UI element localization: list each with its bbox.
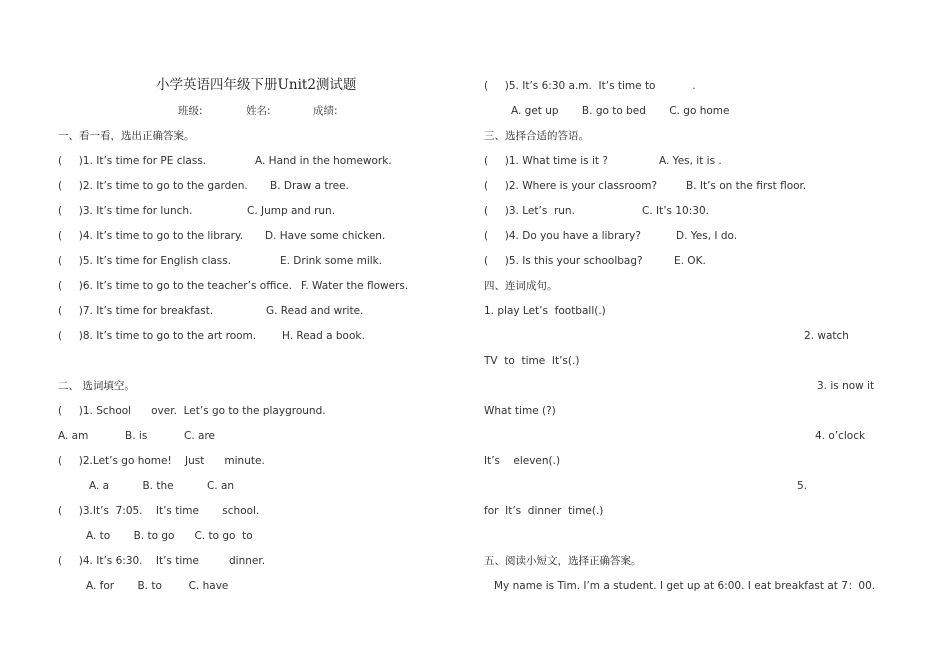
s4-line3: TV to time It’s(.) bbox=[484, 355, 580, 367]
s1-a1: A. Hand in the homework. bbox=[255, 155, 392, 167]
s4-line5: What time (?) bbox=[484, 405, 556, 417]
s1-a5: E. Drink some milk. bbox=[280, 255, 383, 267]
s1-q3: ( )3. It’s time for lunch. bbox=[58, 205, 193, 217]
s1-a4: D. Have some chicken. bbox=[265, 230, 386, 242]
s1-q2: ( )2. It’s time to go to the garden. bbox=[58, 180, 248, 192]
s4-line9: for It’s dinner time(.) bbox=[484, 505, 604, 517]
s2-q3: ( )3.It’s 7:05. It’s time school. bbox=[58, 505, 260, 517]
s1-a7: G. Read and write. bbox=[266, 305, 364, 317]
section2-heading: 二、 选词填空。 bbox=[58, 380, 135, 392]
s3-a4: D. Yes, I do. bbox=[676, 230, 738, 242]
class-label: 班级: bbox=[178, 105, 203, 117]
s3-q2: ( )2. Where is your classroom? bbox=[484, 180, 658, 192]
s4-line6: 4. o’clock bbox=[815, 430, 866, 442]
s5-passage: My name is Tim. I’m a student. I get up at 6:00. I eat breakfast at 7：00. bbox=[494, 580, 876, 592]
section4-heading: 四、连词成句。 bbox=[484, 280, 558, 292]
s3-q3: ( )3. Let’s run. bbox=[484, 205, 575, 217]
s1-q6: ( )6. It’s time to go to the teacher’s office. bbox=[58, 280, 292, 292]
s1-a8: H. Read a book. bbox=[282, 330, 365, 342]
s1-q1: ( )1. It’s time for PE class. bbox=[58, 155, 207, 167]
s1-q4: ( )4. It’s time to go to the library. bbox=[58, 230, 244, 242]
s2-q4: ( )4. It’s 6:30. It’s time dinner. bbox=[58, 555, 266, 567]
s1-a2: B. Draw a tree. bbox=[270, 180, 349, 192]
s4-line7: It’s eleven(.) bbox=[484, 455, 561, 467]
s4-line8: 5. bbox=[797, 480, 808, 492]
s4-line1: 1. play Let’s football(.) bbox=[484, 305, 606, 317]
name-label: 姓名: bbox=[246, 105, 271, 117]
s1-q5: ( )5. It’s time for English class. bbox=[58, 255, 232, 267]
s2-q1: ( )1. School over. Let’s go to the playground. bbox=[58, 405, 326, 417]
s4-line4: 3. is now it bbox=[817, 380, 875, 392]
s2-q2: ( )2.Let’s go home! Just minute. bbox=[58, 455, 265, 467]
s3-q4: ( )4. Do you have a library? bbox=[484, 230, 641, 242]
s3-a1: A. Yes, it is . bbox=[659, 155, 722, 167]
s3-q1: ( )1. What time is it ? bbox=[484, 155, 608, 167]
s1-a3: C. Jump and run. bbox=[247, 205, 336, 217]
s2-q5: ( )5. It’s 6:30 a.m. It’s time to . bbox=[484, 80, 696, 92]
s2-opts5: A. get up B. go to bed C. go home bbox=[511, 105, 730, 117]
s1-q7: ( )7. It’s time for breakfast. bbox=[58, 305, 214, 317]
s3-a5: E. OK. bbox=[674, 255, 706, 267]
score-label: 成绩: bbox=[313, 105, 338, 117]
s2-opts3: A. to B. to go C. to go to bbox=[86, 530, 253, 542]
s4-line2: 2. watch bbox=[804, 330, 849, 342]
s2-opts2: A. a B. the C. an bbox=[89, 480, 235, 492]
s2-opts1: A. am B. is C. are bbox=[58, 430, 216, 442]
section1-heading: 一、看一看，选出正确答案。 bbox=[58, 130, 195, 142]
s1-a6: F. Water the flowers. bbox=[301, 280, 409, 292]
section5-heading: 五、阅读小短文，选择正确答案。 bbox=[484, 555, 642, 567]
page-title: 小学英语四年级下册Unit2测试题 bbox=[156, 77, 357, 93]
section3-heading: 三、选择合适的答语。 bbox=[484, 130, 589, 142]
s2-opts4: A. for B. to C. have bbox=[86, 580, 229, 592]
s1-q8: ( )8. It’s time to go to the art room. bbox=[58, 330, 257, 342]
s3-a3: C. It’s 10:30. bbox=[642, 205, 709, 217]
s3-a2: B. It’s on the first floor. bbox=[686, 180, 807, 192]
s3-q5: ( )5. Is this your schoolbag? bbox=[484, 255, 643, 267]
